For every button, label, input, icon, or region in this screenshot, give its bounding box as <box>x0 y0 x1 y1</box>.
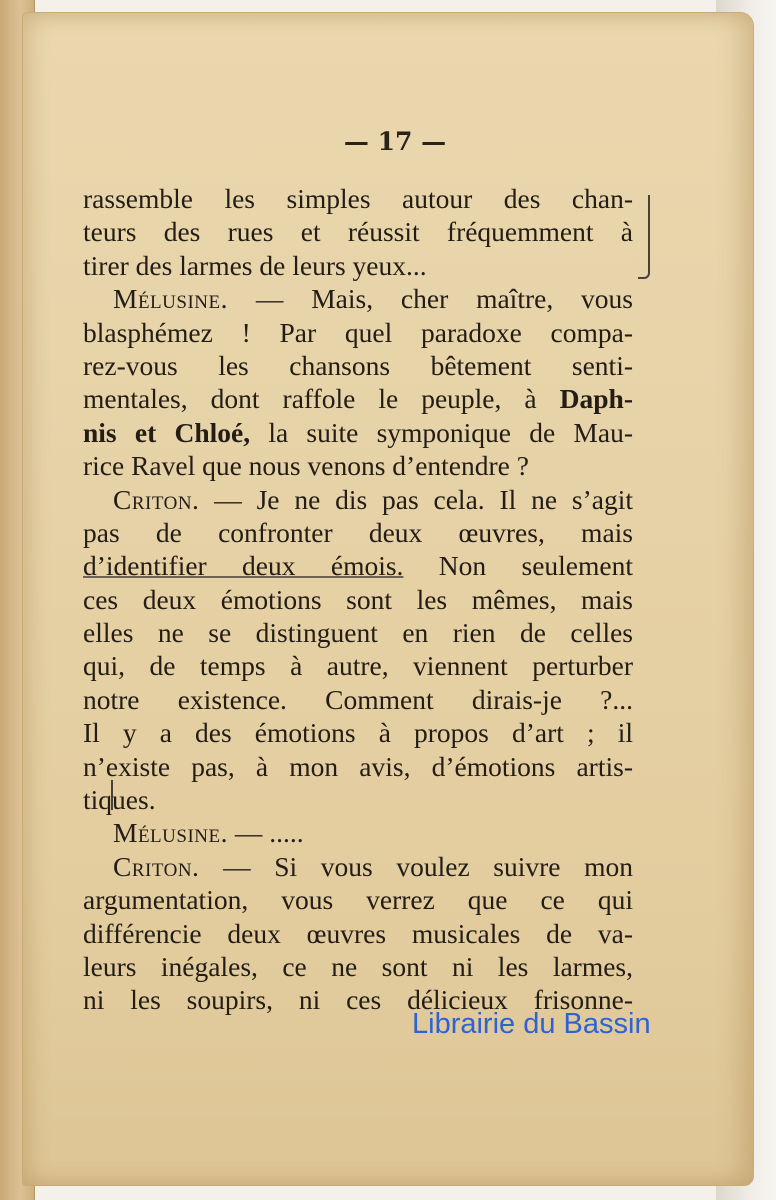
text-line: différencie deux œuvres musicales de va- <box>83 917 633 949</box>
text-line: blasphémez ! Par quel paradoxe compa- <box>83 316 633 348</box>
watermark-text: Librairie du Bassin <box>412 1008 651 1040</box>
page-number: — 17 — <box>343 127 447 156</box>
text-line: leurs inégales, ce ne sont ni les larmes, <box>83 950 633 982</box>
dialogue-line <box>83 816 633 849</box>
text-line: ni les soupirs, ni ces délicieux frisonne- <box>83 984 633 1016</box>
text-line: ces deux émotions sont les mêmes, mais <box>83 583 633 615</box>
text-line: teurs des rues et réussit fréquemment à <box>83 216 633 248</box>
text-segment: — Mais, cher maître, vous <box>255 283 634 315</box>
text-line: pas de confronter deux œuvres, mais <box>83 516 633 548</box>
text-line: rassemble les simples autour des chan- <box>83 183 633 214</box>
text-segment: — ..... <box>234 817 304 849</box>
text-line <box>83 549 633 582</box>
body-text <box>83 182 633 1017</box>
text-line <box>83 382 633 415</box>
text-segment: — Si vous voulez suivre mon <box>223 850 634 882</box>
text-line: elles ne se distinguent en rien de celles <box>83 617 633 649</box>
text-line <box>83 416 633 449</box>
dialogue-line <box>83 850 633 883</box>
dialogue-line <box>83 483 633 516</box>
text-line: rice Ravel que nous venons d’entendre ? <box>83 450 529 482</box>
text-segment: la suite symponique de Mau- <box>268 416 634 448</box>
work-title: Daph- <box>559 383 634 415</box>
text-segment: mentales, dont raffole le peuple, à <box>83 383 537 415</box>
text-line: rez-vous les chansons bêtement senti- <box>83 349 633 381</box>
work-title: nis et Chloé, <box>83 416 251 448</box>
text-line: notre existence. Comment dirais-je ?... <box>83 683 633 715</box>
pencil-margin-bracket <box>638 195 650 279</box>
text-segment: — Je ne dis pas cela. Il ne s’agit <box>214 483 633 515</box>
speaker-name: Criton. <box>113 850 200 882</box>
text-segment: Non seulement <box>438 550 634 582</box>
text-line: Il y a des émotions à propos d’art ; il <box>83 717 633 749</box>
text-line: tiques. <box>83 784 156 816</box>
text-line: n’existe pas, à mon avis, d’émotions artis- <box>83 750 633 782</box>
dialogue-line <box>83 282 633 315</box>
text-line: qui, de temps à autre, viennent perturber <box>83 650 633 682</box>
text-line: argumentation, vous verrez que ce qui <box>83 884 633 916</box>
speaker-name: Criton. <box>113 483 200 515</box>
underlined-phrase: d’identifier deux émois. <box>83 550 404 582</box>
speaker-name: Mélusine. <box>113 817 228 849</box>
text-line: tirer des larmes de leurs yeux... <box>83 249 427 281</box>
speaker-name: Mélusine. <box>113 283 228 315</box>
